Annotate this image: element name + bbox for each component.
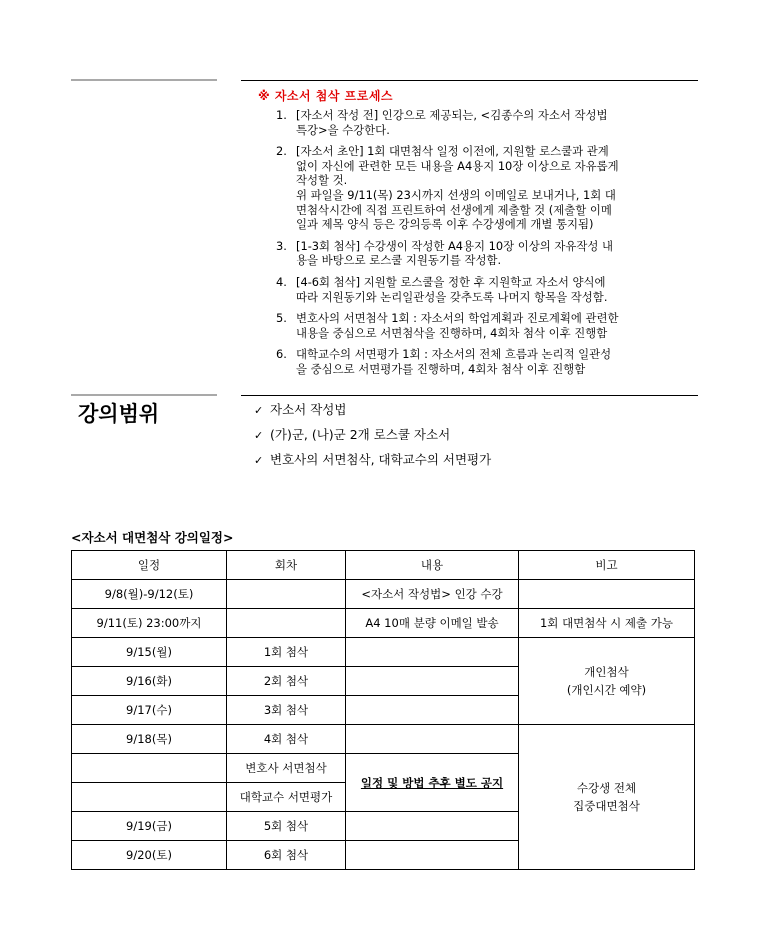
scope-item [254,425,491,450]
process-step-1 [276,108,696,137]
header-note: 비고 [519,551,695,580]
cell-note-group [519,725,695,870]
step-line: 없이 자신에 관련한 모든 내용을 A4용지 10장 이상으로 자유롭게 [296,158,619,173]
step-number: 2. [276,144,287,159]
process-step-4 [276,275,696,304]
step-number: 5. [276,311,287,326]
section-divider-right [241,395,698,396]
cell-round: 5회 첨삭 [227,812,346,841]
step-number: 6. [276,347,287,362]
cell-round [227,609,346,638]
step-line: [1-3회 첨삭] 수강생이 작성한 A4용지 10장 이상의 자유작성 내 [296,238,614,253]
note-line: (개인시간 예약) [566,683,647,697]
content-written-note: 일정 및 방법 추후 별도 공지 [360,775,504,790]
cell-date: 9/16(화) [72,667,227,696]
cell-date: 9/17(수) [72,696,227,725]
step-line: [자소서 작성 전] 인강으로 제공되는, <김종수의 자소서 작성법 [296,108,608,122]
cell-round: 3회 첨삭 [227,696,346,725]
step-line: 면첨삭시간에 직접 프린트하여 선생에게 제출할 것 (제출할 이메 [296,202,612,217]
cell-date: 9/20(토) [72,841,227,870]
cell-round: 변호사 서면첨삭 [227,754,346,783]
step-line: [자소서 초안] 1회 대면첨삭 일정 이전에, 지원할 로스쿨과 관계 [296,144,609,159]
process-step-2 [276,144,696,232]
header-round: 회차 [227,551,346,580]
process-steps [276,108,696,384]
cell-content [346,638,519,667]
cell-date [72,783,227,812]
scope-item-text: 변호사의 서면첨삭, 대학교수의 서면평가 [270,452,492,467]
step-line: 위 파일을 9/11(목) 23시까지 선생의 이메일로 보내거나, 1회 대 [296,187,616,202]
cell-content [346,667,519,696]
cell-content: A4 10매 분량 이메일 발송 [346,609,519,638]
cell-round: 6회 첨삭 [227,841,346,870]
scope-list [254,400,491,475]
section-divider-left [71,79,217,81]
schedule-table [71,550,695,870]
check-icon: ✓ [254,454,264,467]
cell-note [519,580,695,609]
cell-date: 9/19(금) [72,812,227,841]
scope-item-text: (가)군, (나)군 2개 로스쿨 자소서 [270,427,451,442]
cell-content [346,725,519,754]
step-line: 변호사의 서면첨삭 1회 : 자소서의 학업계획과 진로계획에 관련한 [296,311,619,326]
cell-round: 2회 첨삭 [227,667,346,696]
step-number: 1. [276,108,287,122]
cell-content [346,841,519,870]
step-line: 대학교수의 서면평가 1회 : 자소서의 전체 흐름과 논리적 일관성 [296,347,612,362]
process-step-3 [276,239,696,268]
step-line: 작성할 것. [296,173,348,188]
cell-note-group [519,638,695,725]
cell-round: 4회 첨삭 [227,725,346,754]
header-date: 일정 [72,551,227,580]
scope-item [254,400,491,425]
cell-note: 1회 대면첨삭 시 제출 가능 [519,609,695,638]
table-row [72,609,695,638]
cell-round [227,580,346,609]
cell-round: 1회 첨삭 [227,638,346,667]
process-step-6 [276,347,696,376]
step-line: 을 중심으로 서면평가를 진행하며, 4회차 첨삭 이후 진행함 [296,361,586,376]
step-line: 따라 지원동기와 논리일관성을 갖추도록 나머지 항목을 작성함. [296,289,608,304]
cell-date: 9/15(월) [72,638,227,667]
note-line: 수강생 전체 [576,781,637,795]
step-line: [4-6회 첨삭] 지원할 로스쿨을 정한 후 지원학교 자소서 양식에 [296,274,606,289]
check-icon: ✓ [254,404,264,417]
scope-heading: 강의범위 [78,402,160,426]
cell-date: 9/8(월)-9/12(토) [72,580,227,609]
section-divider-right [241,80,698,81]
scope-item [254,450,491,475]
table-row [72,580,695,609]
process-step-5 [276,311,696,340]
note-line: 집중대면첨삭 [573,799,640,813]
schedule-title: <자소서 대면첨삭 강의일정> [71,530,234,545]
cell-content [346,812,519,841]
table-row [72,725,695,754]
cell-round: 대학교수 서면평가 [227,783,346,812]
cell-date: 9/11(토) 23:00까지 [72,609,227,638]
cell-date [72,754,227,783]
step-number: 4. [276,274,287,289]
cell-content: <자소서 작성법> 인강 수강 [346,580,519,609]
check-icon: ✓ [254,429,264,442]
step-line: 내용을 중심으로 서면첨삭을 진행하며, 4회차 첨삭 이후 진행함 [296,325,608,340]
header-content: 내용 [346,551,519,580]
step-line: 용을 바탕으로 로스쿨 지원동기를 작성함. [296,253,502,268]
table-row [72,638,695,667]
cell-date: 9/18(목) [72,725,227,754]
step-line: 특강>을 수강한다. [296,122,390,137]
cell-content [346,696,519,725]
cell-content-merged [346,754,519,812]
scope-item-text: 자소서 작성법 [270,402,347,417]
step-number: 3. [276,238,287,253]
process-title: ※ 자소서 첨삭 프로세스 [258,89,394,103]
step-line: 일과 제목 양식 등은 강의등록 이후 수강생에게 개별 통지됨) [296,217,594,232]
section-divider-left [71,394,217,396]
note-line: 개인첨삭 [584,665,629,679]
table-header-row [72,551,695,580]
